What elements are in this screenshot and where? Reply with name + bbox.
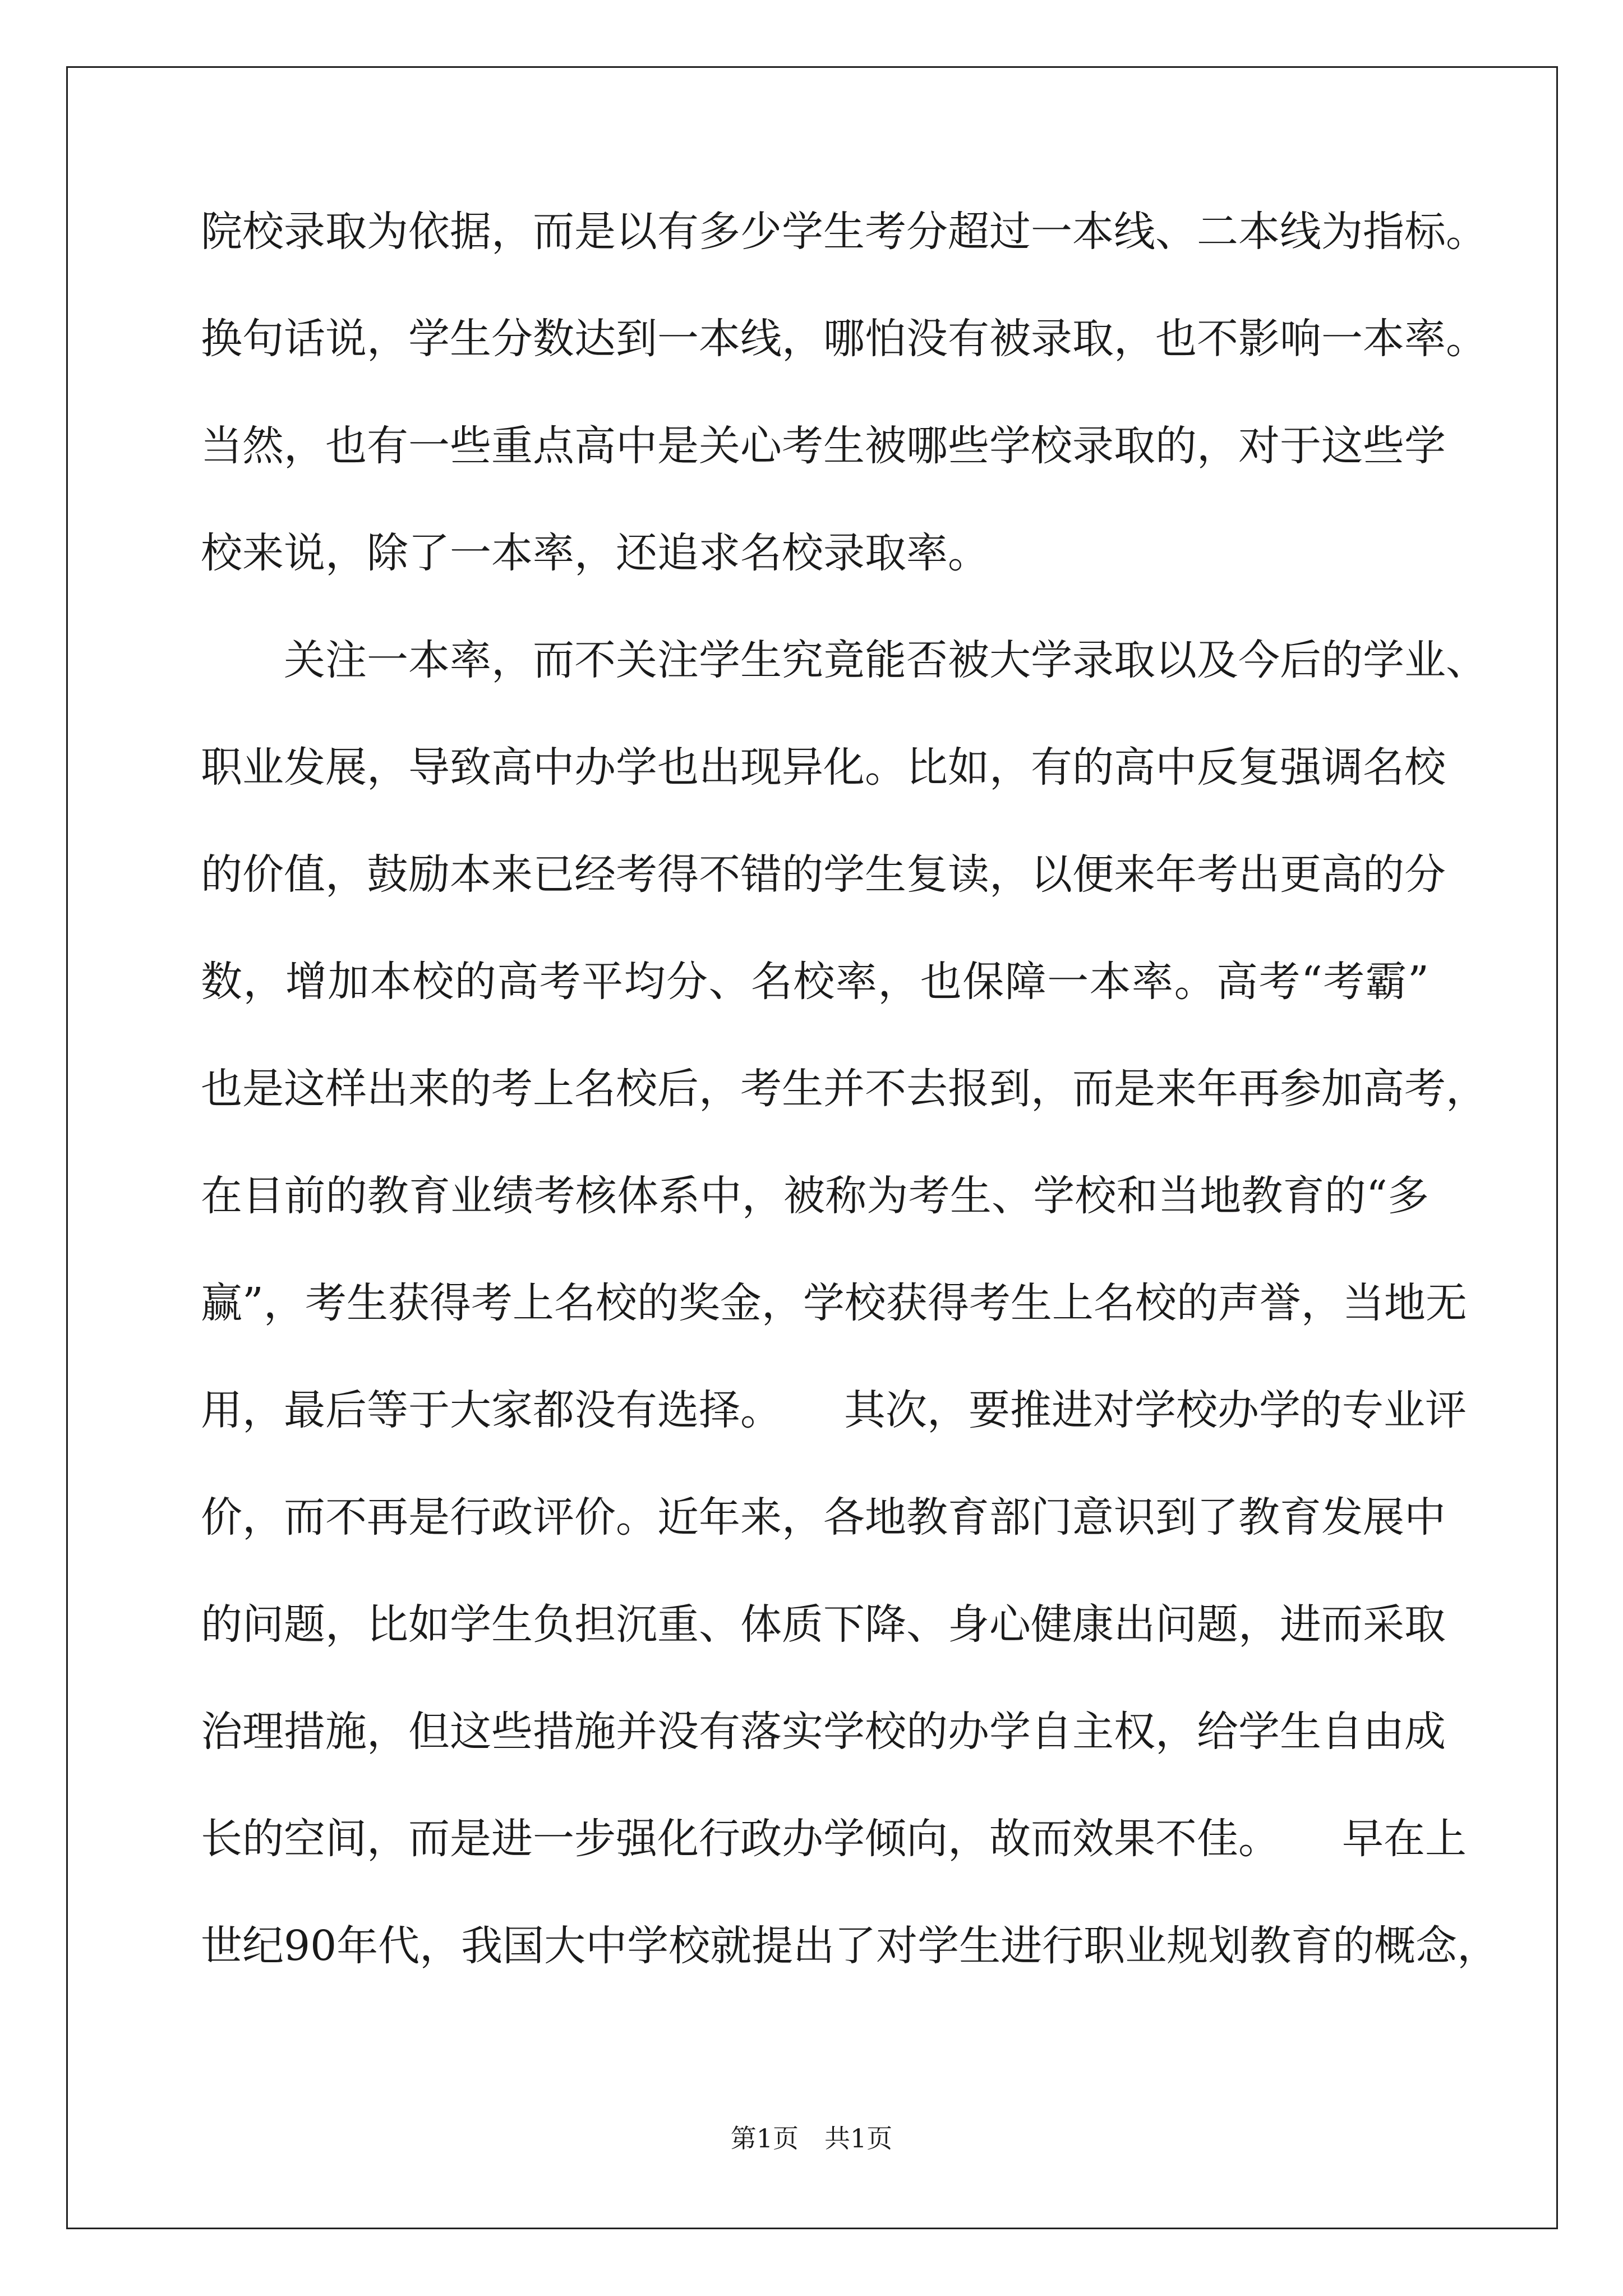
page-footer: 第1页 共1页 bbox=[730, 2123, 893, 2154]
text-line: 数，增加本校的高考平均分、名校率，也保障一本率。高考“考霸” bbox=[201, 958, 1429, 1006]
text-line: 长的空间，而是进一步强化行政办学倾向，故而效果不佳。 早在上 bbox=[201, 1815, 1467, 1863]
text-line: 的问题，比如学生负担沉重、体质下降、身心健康出问题，进而采取 bbox=[201, 1600, 1446, 1649]
text-line: 也是这样出来的考上名校后，考生并不去报到，而是来年再参加高考， bbox=[201, 1065, 1487, 1113]
text-line: 换句话说，学生分数达到一本线，哪怕没有被录取，也不影响一本率。 bbox=[201, 315, 1487, 363]
text-line: 校来说，除了一本率，还追求名校录取率。 bbox=[201, 529, 989, 577]
text-line: 院校录取为依据，而是以有多少学生考分超过一本线、二本线为指标。 bbox=[201, 208, 1487, 256]
page-border bbox=[66, 66, 1558, 2229]
text-line: 治理措施，但这些措施并没有落实学校的办学自主权，给学生自由成 bbox=[201, 1708, 1446, 1756]
text-line: 价，而不再是行政评价。近年来，各地教育部门意识到了教育发展中 bbox=[201, 1493, 1446, 1542]
text-line: 在目前的教育业绩考核体系中，被称为考生、学校和当地教育的“多 bbox=[201, 1172, 1429, 1220]
text-line: 世纪90年代，我国大中学校就提出了对学生进行职业规划教育的概念， bbox=[201, 1922, 1499, 1970]
text-line: 赢”，考生获得考上名校的奖金，学校获得考生上名校的声誉，当地无 bbox=[201, 1279, 1467, 1327]
text-line: 关注一本率，而不关注学生究竟能否被大学录取以及今后的学业、 bbox=[201, 636, 1487, 684]
text-line: 用，最后等于大家都没有选择。 其次，要推进对学校办学的专业评 bbox=[201, 1386, 1467, 1434]
text-line: 职业发展，导致高中办学也出现异化。比如，有的高中反复强调名校 bbox=[201, 743, 1446, 792]
text-line: 当然，也有一些重点高中是关心考生被哪些学校录取的，对于这些学 bbox=[201, 422, 1446, 470]
text-line: 的价值，鼓励本来已经考得不错的学生复读，以便来年考出更高的分 bbox=[201, 850, 1446, 899]
